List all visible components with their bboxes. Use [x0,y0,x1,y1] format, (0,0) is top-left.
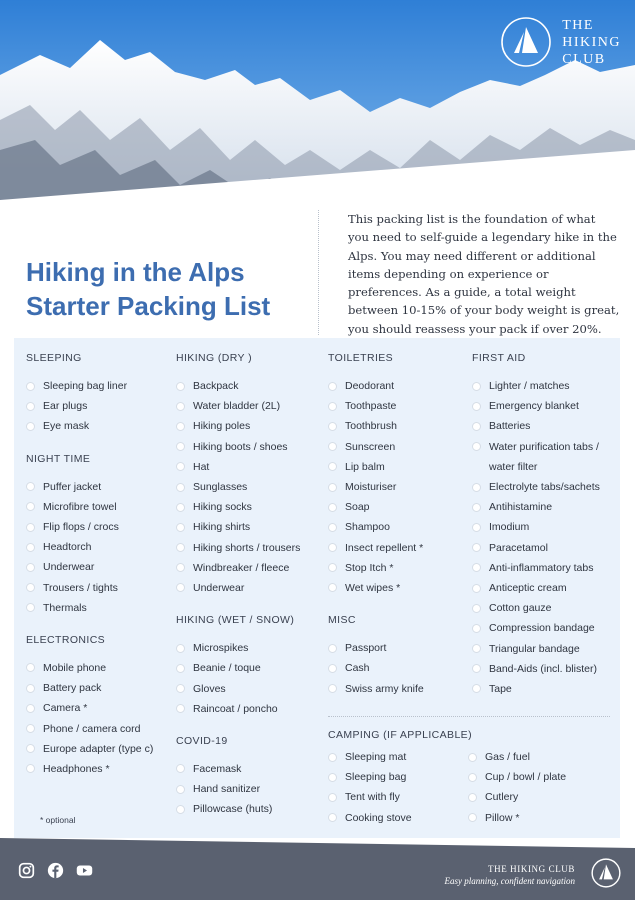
checklist-item[interactable] [328,678,468,698]
sail-logo-icon [500,16,552,68]
checklist-item[interactable] [26,416,166,436]
item-label: Electrolyte tabs/sachets [489,481,600,494]
checklist-item[interactable] [176,517,326,537]
checklist-item[interactable] [176,497,326,517]
item-label: Hiking socks [193,501,252,514]
checkbox-circle-icon[interactable] [26,402,35,411]
item-label: Hat [193,460,210,473]
footer [0,838,635,900]
brand-line-3: CLUB [562,51,606,67]
checklist-item[interactable] [328,497,468,517]
checklist-item[interactable] [176,578,326,598]
item-label: Raincoat / poncho [193,702,278,715]
checklist-item[interactable] [26,698,166,718]
section-title: COVID-19 [176,734,228,747]
checklist-item[interactable] [468,808,618,828]
checkbox-circle-icon[interactable] [176,462,185,471]
checkbox-circle-icon[interactable] [472,402,481,411]
section-gap [176,719,326,731]
checklist-item[interactable] [472,477,617,497]
checkbox-circle-icon[interactable] [468,773,477,782]
checklist-item[interactable] [328,376,468,396]
checkbox-circle-icon[interactable] [26,382,35,391]
checkbox-circle-icon[interactable] [328,753,337,762]
item-label: Sunscreen [345,440,396,453]
checkbox-circle-icon[interactable] [328,422,337,431]
checklist-item[interactable] [472,578,617,598]
item-label: Lip balm [345,460,385,473]
item-label: Flip flops / crocs [43,521,119,534]
checkbox-circle-icon[interactable] [472,523,481,532]
checkbox-circle-icon[interactable] [176,684,185,693]
checkbox-circle-icon[interactable] [328,382,337,391]
item-label: Hiking shorts / trousers [193,541,301,554]
item-label: Camera * [43,702,88,715]
packing-list-panel [14,338,620,838]
checklist-item[interactable] [176,437,326,457]
item-label: Moisturiser [345,481,397,494]
checklist-item[interactable] [26,557,166,577]
checkbox-circle-icon[interactable] [468,813,477,822]
checklist-item[interactable] [176,678,326,698]
checklist-item[interactable] [176,699,326,719]
checkbox-circle-icon[interactable] [176,644,185,653]
hero-image [0,0,635,240]
column-4 [472,348,617,699]
checkbox-circle-icon[interactable] [176,382,185,391]
checkbox-circle-icon[interactable] [26,422,35,431]
item-label: Triangular bandage [489,642,580,655]
section-gap [26,618,166,630]
checkbox-circle-icon[interactable] [472,543,481,552]
checkbox-circle-icon[interactable] [328,644,337,653]
checklist-item[interactable] [472,659,617,679]
checkbox-circle-icon[interactable] [26,523,35,532]
item-label: Hiking shirts [193,521,251,534]
instagram-icon[interactable] [18,862,35,879]
item-label: Sleeping bag liner [43,380,128,393]
section-gap [26,437,166,449]
checkbox-circle-icon[interactable] [176,402,185,411]
footer-brand-name: THE HIKING CLUB [488,864,575,874]
checklist-item[interactable] [26,598,166,618]
item-label: Anticeptic cream [489,582,567,594]
checklist-item[interactable] [472,558,617,578]
column-2 [176,348,326,819]
item-label: Sleeping mat [345,751,407,764]
checkbox-circle-icon[interactable] [472,503,481,512]
item-label: Microspikes [193,642,249,655]
brand-line-1: THE [562,17,594,33]
checklist-item[interactable] [472,598,617,618]
section-title: TOILETRIES [328,352,394,364]
checkbox-circle-icon[interactable] [26,482,35,491]
checklist-item[interactable] [472,396,617,416]
checklist-item[interactable] [176,457,326,477]
item-label: Hiking boots / shoes [193,440,288,453]
checkbox-circle-icon[interactable] [328,462,337,471]
checkbox-circle-icon[interactable] [468,793,477,802]
optional-note: * optional [40,815,76,825]
checkbox-circle-icon[interactable] [176,664,185,673]
checkbox-circle-icon[interactable] [328,523,337,532]
checkbox-circle-icon[interactable] [328,442,337,451]
checklist-item[interactable] [328,437,468,457]
item-label: Microfibre towel [43,500,117,513]
title-line-1: Hiking in the Alps [26,257,245,287]
item-label: Antihistamine [489,501,553,514]
item-label: Compression bandage [489,622,595,635]
social-links [18,862,93,879]
checkbox-circle-icon[interactable] [26,704,35,713]
brand-header [500,16,621,68]
item-label: Underwear [43,561,95,574]
checkbox-circle-icon[interactable] [472,664,481,673]
item-label: Gas / fuel [485,751,530,764]
checkbox-circle-icon[interactable] [26,603,35,612]
item-label: Eye mask [43,420,90,433]
checkbox-circle-icon[interactable] [176,523,185,532]
checklist-item[interactable] [26,578,166,598]
intro-paragraph: This packing list is the foundation of what you need to self-guide a legendary hike in the Alps. You may need different or additional items depending on experience or preferences. As a guide, a total weight between 10-15% of your body weight is great, you should reassess your pack if over 20%. [348,212,620,336]
checklist-item[interactable] [176,477,326,497]
item-label: Europe adapter (type c) [43,742,154,755]
checkbox-circle-icon[interactable] [176,563,185,572]
checklist-item[interactable] [472,679,617,699]
checklist-item[interactable] [328,578,468,598]
checkbox-circle-icon[interactable] [26,563,35,572]
item-label: Tent with fly [345,791,400,804]
checkbox-circle-icon[interactable] [26,724,35,733]
camping-section [328,725,618,828]
item-label: Soap [345,501,370,514]
section-title: CAMPING (IF APPLICABLE) [328,729,472,741]
item-label: Gloves [193,682,226,695]
item-label: Headtorch [43,541,92,554]
checklist-item[interactable] [328,658,468,678]
item-label: Backpack [193,380,239,393]
checklist-item[interactable] [328,747,468,767]
item-label: Mobile phone [43,661,107,674]
camping-divider [328,716,610,717]
checkbox-circle-icon[interactable] [472,382,481,391]
title-line-2: Starter Packing List [26,291,271,321]
item-label: Cotton gauze [489,602,552,615]
checklist-item[interactable] [176,779,326,799]
item-label: Puffer jacket [43,480,102,493]
section-gap [328,598,468,610]
item-label: Sleeping bag [345,771,407,784]
checklist-item[interactable] [472,618,617,638]
checkbox-circle-icon[interactable] [176,503,185,512]
youtube-icon[interactable] [76,862,93,879]
item-label: Cooking stove [345,811,412,824]
checkbox-circle-icon[interactable] [472,644,481,653]
checkbox-circle-icon[interactable] [328,543,337,552]
item-label: Passport [345,642,387,655]
item-label: Facemask [193,762,242,775]
footer-logo-icon [591,858,621,888]
checkbox-circle-icon[interactable] [472,442,481,451]
checkbox-circle-icon[interactable] [472,684,481,693]
checkbox-circle-icon[interactable] [328,563,337,572]
checklist-item[interactable] [328,517,468,537]
checklist-item[interactable] [176,396,326,416]
section-title: HIKING (DRY ) [176,352,252,364]
item-label: Band-Aids (incl. blister) [489,662,597,675]
checklist-item[interactable] [472,376,617,396]
checkbox-circle-icon[interactable] [26,502,35,511]
item-label: Headphones * [43,762,110,775]
checklist-item[interactable] [26,537,166,557]
checkbox-circle-icon[interactable] [176,583,185,592]
section-title: MISC [328,614,356,627]
checklist-item[interactable] [26,759,166,779]
checklist-item[interactable] [26,497,166,517]
checkbox-circle-icon[interactable] [328,813,337,822]
camping-right-list [468,747,618,828]
item-label: Toothpaste [345,400,397,413]
item-label: Thermals [43,601,87,614]
item-label: Anti-inflammatory tabs [489,561,594,574]
column-1 [26,348,166,779]
brand-line-2: HIKING [562,34,621,50]
footer-brand [445,864,575,886]
checklist-item[interactable] [472,517,617,537]
item-label: Insect repellent * [345,541,424,554]
camping-left-list [328,747,468,828]
item-label: Stop Itch * [345,561,394,574]
item-label: Cutlery [485,791,519,804]
item-label: Windbreaker / fleece [193,561,290,574]
checkbox-circle-icon[interactable] [26,663,35,672]
checklist-item[interactable] [26,517,166,537]
item-label: Hand sanitizer [193,783,261,796]
checklist-item[interactable] [468,767,618,787]
item-label: Beanie / toque [193,662,261,675]
item-label: Batteries [489,420,531,433]
checklist-item[interactable] [472,497,617,517]
item-label: Water bladder (2L) [193,400,281,413]
checkbox-circle-icon[interactable] [328,664,337,673]
item-label: Underwear [193,581,245,594]
checklist-item[interactable] [176,638,326,658]
checkbox-circle-icon[interactable] [472,483,481,492]
checkbox-circle-icon[interactable] [328,583,337,592]
item-label: Pillowcase (huts) [193,803,273,816]
checklist-item[interactable] [176,658,326,678]
checkbox-circle-icon[interactable] [472,584,481,593]
checkbox-circle-icon[interactable] [176,483,185,492]
checkbox-circle-icon[interactable] [328,503,337,512]
item-label: Sunglasses [193,481,248,494]
item-label: Hiking poles [193,420,251,433]
checklist-item[interactable] [468,787,618,807]
checklist-item[interactable] [472,538,617,558]
checklist-item[interactable] [26,718,166,738]
checklist-item[interactable] [328,538,468,558]
checklist-item[interactable] [328,638,468,658]
checklist-item[interactable] [176,759,326,779]
vertical-divider [318,210,319,335]
checklist-item[interactable] [176,799,326,819]
checkbox-circle-icon[interactable] [26,543,35,552]
checkbox-circle-icon[interactable] [468,753,477,762]
checkbox-circle-icon[interactable] [26,583,35,592]
section-title: HIKING (WET / SNOW) [176,614,295,627]
checkbox-circle-icon[interactable] [328,773,337,782]
checklist-item[interactable] [328,416,468,436]
checkbox-circle-icon[interactable] [472,563,481,572]
checkbox-circle-icon[interactable] [328,402,337,411]
section-title: FIRST AID [472,352,526,364]
item-label: Shampoo [345,521,390,534]
item-label: Deodorant [345,380,395,393]
checklist-item[interactable] [328,808,468,828]
item-label: Cup / bowl / plate [485,771,567,784]
checklist-item[interactable] [468,747,618,767]
checklist-item[interactable] [328,787,468,807]
item-label: Battery pack [43,682,102,695]
item-label: Paracetamol [489,541,548,554]
item-label: Swiss army knife [345,682,424,695]
checkbox-circle-icon[interactable] [176,442,185,451]
checklist-item[interactable] [26,477,166,497]
item-label: Cash [345,662,370,675]
checkbox-circle-icon[interactable] [176,764,185,773]
item-label: Phone / camera cord [43,722,141,735]
checkbox-circle-icon[interactable] [26,744,35,753]
checkbox-circle-icon[interactable] [176,805,185,814]
checkbox-circle-icon[interactable] [26,764,35,773]
item-label: Lighter / matches [489,380,570,393]
item-label: Emergency blanket [489,400,579,413]
footer-tagline: Easy planning, confident navigation [444,876,575,886]
checklist-item[interactable] [26,678,166,698]
checklist-item[interactable] [26,739,166,759]
checklist-item[interactable] [26,376,166,396]
item-label: Pillow * [485,811,520,824]
checklist-item[interactable] [176,558,326,578]
item-label: Imodium [489,521,530,534]
section-title: NIGHT TIME [26,452,91,465]
item-label: Trousers / tights [43,581,118,594]
checklist-item[interactable] [472,437,617,477]
checklist-item[interactable] [176,416,326,436]
column-3 [328,348,468,699]
section-gap [176,598,326,610]
checklist-item[interactable] [472,416,617,436]
checkbox-circle-icon[interactable] [26,684,35,693]
checkbox-circle-icon[interactable] [472,422,481,431]
item-label: Wet wipes * [345,581,401,594]
checkbox-circle-icon[interactable] [176,543,185,552]
section-title: SLEEPING [26,352,82,364]
checklist-item[interactable] [328,396,468,416]
item-label: Water purification tabs / water filter [489,440,599,473]
checkbox-circle-icon[interactable] [176,422,185,431]
checklist-item[interactable] [26,658,166,678]
checkbox-circle-icon[interactable] [328,793,337,802]
checklist-item[interactable] [472,638,617,658]
section-title: ELECTRONICS [26,633,106,646]
brand-name [562,17,621,68]
item-label: Tape [489,682,512,695]
facebook-icon[interactable] [47,862,64,879]
item-label: Ear plugs [43,400,88,413]
checkbox-circle-icon[interactable] [176,785,185,794]
checkbox-circle-icon[interactable] [328,684,337,693]
checklist-item[interactable] [328,457,468,477]
checklist-item[interactable] [328,477,468,497]
item-label: Toothbrush [345,420,397,433]
checkbox-circle-icon[interactable] [472,624,481,633]
checklist-item[interactable] [328,767,468,787]
checklist-item[interactable] [176,538,326,558]
checkbox-circle-icon[interactable] [472,604,481,613]
checklist-item[interactable] [26,396,166,416]
checkbox-circle-icon[interactable] [328,483,337,492]
checklist-item[interactable] [328,558,468,578]
checkbox-circle-icon[interactable] [176,704,185,713]
page-title [26,255,316,323]
checklist-item[interactable] [176,376,326,396]
